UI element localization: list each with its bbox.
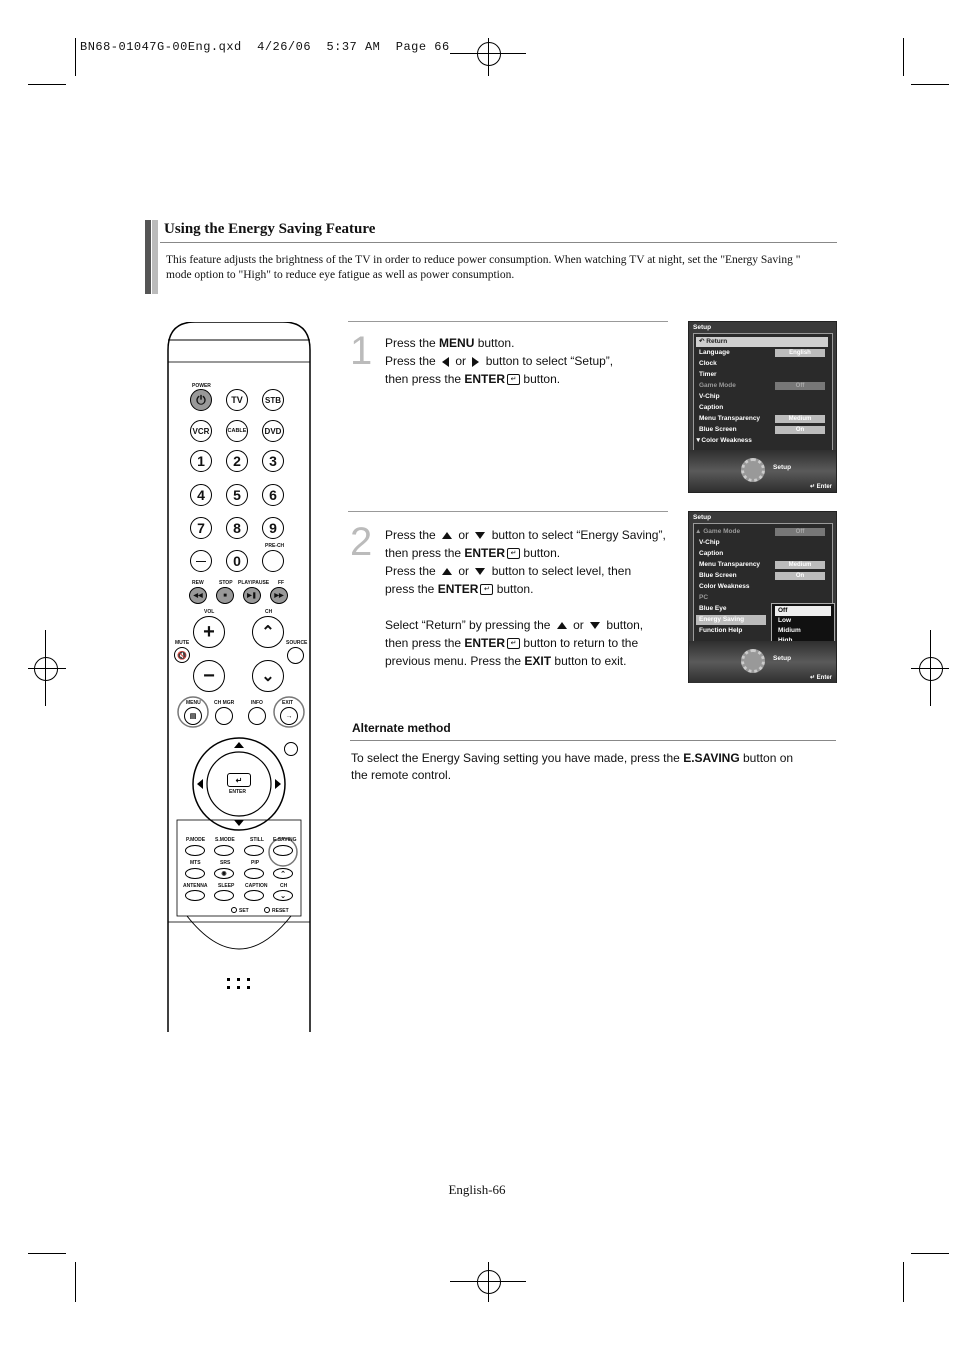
cable-button[interactable]: CABLE xyxy=(226,420,248,442)
rew-button[interactable]: ◀◀ xyxy=(189,587,207,604)
step-1-text: Press the MENU button. Press the or button to select “Setup”, then press the ENTER ↵ button. xyxy=(385,336,614,386)
digit-7-button[interactable]: 7 xyxy=(190,517,212,539)
registration-mark xyxy=(919,657,943,681)
remote-label: SOURCE xyxy=(286,640,308,646)
step-divider xyxy=(348,511,668,512)
crop-mark xyxy=(45,630,46,706)
osd-row: Language xyxy=(699,349,730,356)
page-footer: English-66 xyxy=(448,1182,506,1197)
mute-button[interactable] xyxy=(174,647,190,663)
down-arrow-icon xyxy=(475,532,485,539)
osd-setup-menu-1 xyxy=(688,321,837,493)
osd-option: Midium xyxy=(778,627,801,634)
osd-row: V-Chip xyxy=(699,539,720,546)
remote-label: PLAY/PAUSE xyxy=(238,580,270,586)
digit-2-button[interactable]: 2 xyxy=(226,450,248,472)
alternate-method-title: Alternate method xyxy=(352,721,451,735)
osd-row: Timer xyxy=(699,371,717,378)
registration-mark xyxy=(477,42,501,66)
menu-button[interactable]: ▤ xyxy=(184,707,202,725)
remote-label: VOL xyxy=(204,609,215,615)
down-arrow-icon xyxy=(475,568,485,575)
registration-mark xyxy=(477,1270,501,1294)
mts-button[interactable] xyxy=(185,868,205,879)
section-title: Using the Energy Saving Feature xyxy=(164,221,376,237)
remote-label: INFO xyxy=(251,700,263,706)
crop-mark xyxy=(28,84,66,85)
digit-0-button[interactable]: 0 xyxy=(226,550,248,572)
digit-9-button[interactable]: 9 xyxy=(262,517,284,539)
remote-label: E.SAVING xyxy=(273,837,297,843)
crop-mark xyxy=(75,1262,76,1302)
pre-ch-button[interactable] xyxy=(262,550,284,572)
ch-up-small-button[interactable]: ⌃ xyxy=(273,868,293,879)
ch-down-small-button[interactable]: ⌄ xyxy=(273,890,293,901)
remote-label: PIP xyxy=(251,860,260,866)
osd-row: ▼Color Weakness xyxy=(695,437,752,444)
left-arrow-icon xyxy=(442,357,449,367)
source-button[interactable] xyxy=(287,647,304,664)
remote-label: CH MGR xyxy=(214,700,235,706)
remote-control-illustration xyxy=(165,322,313,1032)
stb-button[interactable]: STB xyxy=(262,389,284,411)
remote-label: MTS xyxy=(190,860,201,866)
dash-button[interactable]: — xyxy=(190,550,212,572)
remote-label: SRS xyxy=(220,860,231,866)
reset-button[interactable] xyxy=(264,907,270,913)
remote-label: MENU xyxy=(186,700,201,706)
vcr-button[interactable]: VCR xyxy=(190,420,212,442)
crop-mark xyxy=(911,1253,949,1254)
digit-1-button[interactable]: 1 xyxy=(190,450,212,472)
divider xyxy=(160,242,837,243)
remote-label: STOP xyxy=(219,580,233,586)
heading-bar xyxy=(145,220,151,294)
down-arrow-icon xyxy=(590,622,600,629)
remote-label: CH xyxy=(280,883,288,889)
osd-footer-label: Setup xyxy=(773,655,792,662)
channel-up-button[interactable] xyxy=(252,616,284,648)
osd-value: On xyxy=(775,572,825,580)
osd-row: Function Help xyxy=(699,627,743,634)
step-divider xyxy=(348,321,668,322)
sleep-button[interactable] xyxy=(214,890,234,901)
remote-label: PRE-CH xyxy=(265,543,285,549)
digit-5-button[interactable]: 5 xyxy=(226,484,248,506)
osd-row: Caption xyxy=(699,550,724,557)
osd-header: Setup xyxy=(693,324,712,331)
remote-label: P.MODE xyxy=(186,837,206,843)
remote-label: S.MODE xyxy=(215,837,235,843)
crop-mark xyxy=(488,38,489,76)
digit-3-button[interactable]: 3 xyxy=(262,450,284,472)
caption-button[interactable] xyxy=(244,890,264,901)
osd-row: Blue Eye xyxy=(699,605,727,612)
crop-mark xyxy=(903,38,904,76)
enter-icon: ↵ xyxy=(480,584,493,595)
osd-value: English xyxy=(775,349,825,357)
remote-label: REW xyxy=(192,580,204,586)
osd-panel xyxy=(693,523,833,643)
osd-row: Game Mode xyxy=(699,382,736,389)
gear-icon xyxy=(741,458,765,482)
enter-icon: ↵ xyxy=(507,374,520,385)
right-arrow-icon xyxy=(472,357,479,367)
ff-button[interactable]: ▶▶ xyxy=(270,587,288,604)
osd-panel xyxy=(693,333,833,452)
intro-paragraph: This feature adjusts the brightness of the TV in order to reduce power consumption. When watching TV at night, set the "Energy Saving " mode option to "High" to reduce eye fatigue as well as power consumption. xyxy=(166,254,801,281)
enter-button[interactable]: ↵ xyxy=(227,773,251,787)
divider xyxy=(350,740,836,741)
remote-label: ANTENNA xyxy=(183,883,208,889)
osd-row: ↶ Return xyxy=(699,338,728,345)
osd-row: PC xyxy=(699,594,709,601)
set-button[interactable] xyxy=(231,907,237,913)
remote-label: RESET xyxy=(272,908,289,914)
remote-label: EXIT xyxy=(282,700,294,706)
remote-label: CH xyxy=(265,609,273,615)
stop-button[interactable]: ■ xyxy=(216,587,234,604)
p-mode-button[interactable] xyxy=(185,845,205,856)
remote-label: ENTER xyxy=(229,789,246,795)
osd-footer-label: Setup xyxy=(773,464,792,471)
up-arrow-icon xyxy=(442,532,452,539)
remote-label: MUTE xyxy=(175,640,190,646)
volume-down-button[interactable]: − xyxy=(193,660,225,692)
enter-icon: ↵ xyxy=(507,548,520,559)
ch-mgr-button[interactable] xyxy=(215,707,233,725)
osd-row: Blue Screen xyxy=(699,572,737,579)
up-arrow-icon xyxy=(557,622,567,629)
remote-label: SLEEP xyxy=(218,883,235,889)
step-2-text: Press the or button to select “Energy Saving”, then press the ENTER ↵ button. Press the or button to select level, then press the ENTER ↵ button. Select “Return” by pressing the or button, then press the ENTER ↵ button to return to the previous menu. Press the EXIT button to exit. xyxy=(385,528,666,668)
remote-label: STILL xyxy=(250,837,264,843)
s-mode-button[interactable] xyxy=(214,845,234,856)
osd-row: Clock xyxy=(699,360,717,367)
print-slug: BN68-01047G-00Eng.qxd 4/26/06 5:37 AM Page 66 xyxy=(80,40,450,54)
step-number: 1 xyxy=(350,329,373,373)
volume-up-button[interactable]: + xyxy=(193,616,225,648)
remote-label: POWER xyxy=(192,383,211,389)
power-button[interactable] xyxy=(190,389,212,411)
still-button[interactable] xyxy=(244,845,264,856)
osd-header: Setup xyxy=(693,514,712,521)
osd-value: Off xyxy=(775,382,825,390)
heading-bar xyxy=(152,220,158,294)
osd-footer xyxy=(689,641,836,683)
info-button[interactable] xyxy=(248,707,266,725)
gear-icon xyxy=(741,649,765,673)
osd-row: ▲ Game Mode xyxy=(695,528,741,535)
osd-row: Color Weakness xyxy=(699,583,750,590)
chevron-down-icon: ⌄ xyxy=(261,668,275,685)
remote-label: CAPTION xyxy=(245,883,268,889)
osd-row: Menu Transparency xyxy=(699,415,761,422)
osd-row: Energy Saving xyxy=(699,616,745,623)
osd-row: Caption xyxy=(699,404,724,411)
up-arrow-icon xyxy=(442,568,452,575)
e-saving-button[interactable] xyxy=(273,845,293,856)
alternate-method-text: To select the Energy Saving setting you have made, press the E.SAVING button on the remote control. xyxy=(351,751,794,782)
digit-4-button[interactable]: 4 xyxy=(190,484,212,506)
crop-mark xyxy=(28,1253,66,1254)
osd-enter-hint: ↵ Enter xyxy=(809,675,832,681)
crop-mark xyxy=(911,84,949,85)
channel-down-button[interactable] xyxy=(252,660,284,692)
light-button[interactable] xyxy=(284,742,298,756)
chevron-up-icon: ⌃ xyxy=(261,624,275,641)
crop-mark xyxy=(28,668,66,669)
tv-button[interactable]: TV xyxy=(226,389,248,411)
antenna-button[interactable] xyxy=(185,890,205,901)
osd-value: On xyxy=(775,426,825,434)
osd-option: Low xyxy=(778,617,791,624)
crop-mark xyxy=(488,1262,489,1302)
exit-button[interactable]: → xyxy=(280,707,298,725)
osd-row: V-Chip xyxy=(699,393,720,400)
remote-label: SET xyxy=(239,908,249,914)
osd-value: Medium xyxy=(775,561,825,569)
osd-value: Medium xyxy=(775,415,825,423)
dvd-button[interactable]: DVD xyxy=(262,420,284,442)
step-number: 2 xyxy=(350,520,373,564)
crop-mark xyxy=(903,1262,904,1302)
osd-footer xyxy=(689,450,836,492)
osd-setup-menu-2 xyxy=(688,511,837,683)
power-icon: ⏻ xyxy=(196,392,206,407)
osd-enter-hint: ↵ Enter xyxy=(809,484,832,490)
osd-row: Menu Transparency xyxy=(699,561,761,568)
osd-value: Off xyxy=(775,528,825,536)
enter-icon: ↵ xyxy=(507,638,520,649)
digit-6-button[interactable]: 6 xyxy=(262,484,284,506)
pip-button[interactable] xyxy=(244,868,264,879)
speaker-mute-icon: 🔇 xyxy=(177,650,187,660)
crop-mark xyxy=(930,630,931,706)
srs-button[interactable]: ◉ xyxy=(214,868,234,879)
remote-label: FF xyxy=(278,580,285,586)
digit-8-button[interactable]: 8 xyxy=(226,517,248,539)
osd-option: Off xyxy=(775,606,831,616)
osd-row: Blue Screen xyxy=(699,426,737,433)
registration-mark xyxy=(34,657,58,681)
play-pause-button[interactable]: ▶❚ xyxy=(243,587,261,604)
crop-mark xyxy=(75,38,76,76)
